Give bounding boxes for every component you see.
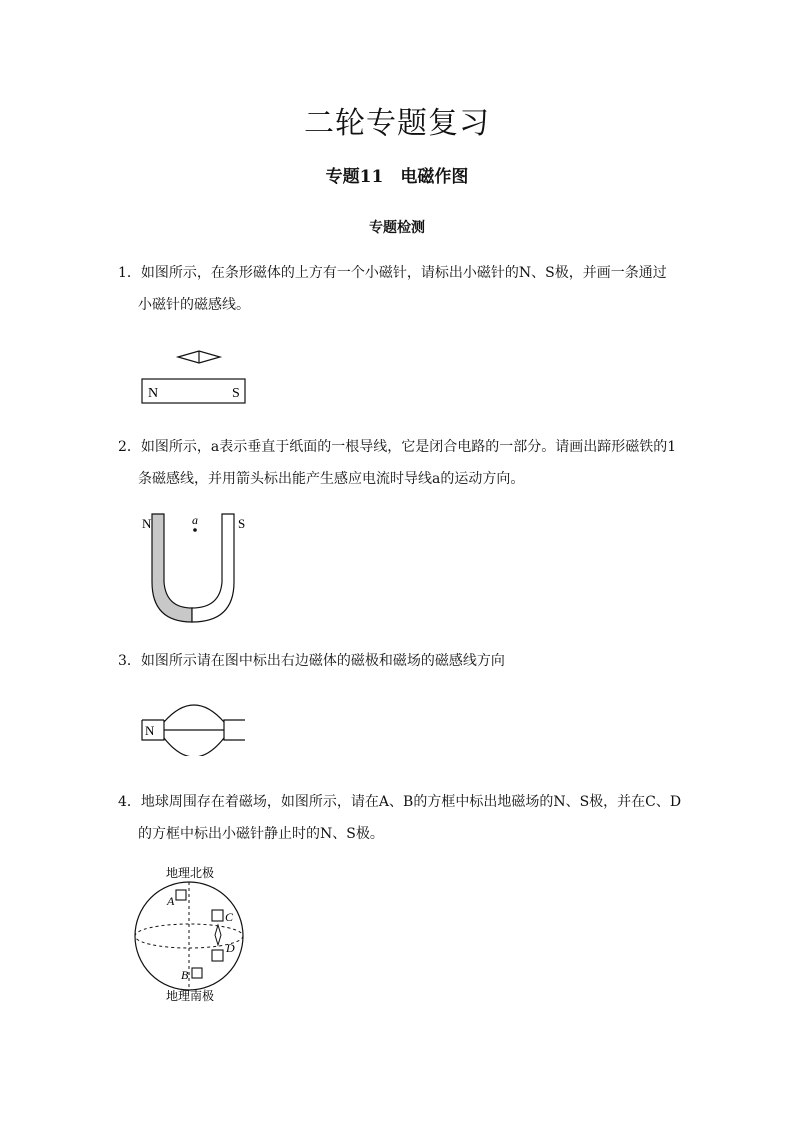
horseshoe-magnet-figure xyxy=(136,508,256,630)
question-text-line: 地球周围存在着磁场，如图所示，请在A、B的方框中标出地磁场的N、S极，并在C、D xyxy=(140,794,682,810)
pole-label-s: S xyxy=(238,516,246,531)
pole-label-s: S xyxy=(232,386,240,401)
topic-subtitle: 专题11 电磁作图 xyxy=(325,167,469,187)
question-1 xyxy=(118,257,667,321)
earth-figure xyxy=(126,862,256,1008)
compass-needle xyxy=(178,351,220,363)
two-magnets-figure xyxy=(136,694,256,756)
question-number: 2． xyxy=(118,439,141,455)
box-b xyxy=(192,968,202,978)
pole-label-n: N xyxy=(145,723,155,738)
south-pole-label: 地理南极 xyxy=(166,989,215,1003)
pole-label-n: N xyxy=(142,516,152,531)
bar-magnet-figure xyxy=(136,345,256,407)
page-title: 二轮专题复习 xyxy=(304,106,490,141)
compass-needle xyxy=(215,925,221,945)
box-a xyxy=(176,890,186,900)
question-text-line: 条磁感线，并用箭头标出能产生感应电流时导线a的运动方向。 xyxy=(138,471,525,487)
right-magnet xyxy=(224,720,245,740)
question-2 xyxy=(118,431,676,495)
label-a: A xyxy=(167,894,175,908)
question-text-line: 的方框中标出小磁针静止时的N、S极。 xyxy=(138,826,384,842)
label-b: B xyxy=(181,968,189,982)
question-text-line: 如图所示，在条形磁体的上方有一个小磁针，请标出小磁针的N、S极，并画一条通过 xyxy=(140,265,667,281)
question-3 xyxy=(118,645,505,677)
question-number: 4． xyxy=(118,794,141,810)
label-c: C xyxy=(225,910,234,924)
wire-label: a xyxy=(192,513,198,527)
question-text-line: 如图所示请在图中标出右边磁体的磁极和磁场的磁感线方向 xyxy=(140,653,505,669)
pole-label-n: N xyxy=(148,386,159,401)
north-pole-label: 地理北极 xyxy=(166,866,215,880)
horseshoe-magnet xyxy=(152,514,234,622)
box-c xyxy=(212,910,223,921)
question-text-line: 如图所示，a表示垂直于纸面的一根导线，它是闭合电路的一部分。请画出蹄形磁铁的1 xyxy=(140,439,677,455)
field-lines xyxy=(164,705,224,756)
question-4 xyxy=(118,786,681,850)
question-number: 3． xyxy=(118,653,141,669)
label-d: D xyxy=(226,941,235,955)
box-d xyxy=(212,950,223,961)
section-heading: 专题检测 xyxy=(369,220,425,236)
wire-dot xyxy=(193,528,197,532)
question-number: 1． xyxy=(118,265,141,281)
question-text-line: 小磁针的磁感线。 xyxy=(138,297,250,313)
